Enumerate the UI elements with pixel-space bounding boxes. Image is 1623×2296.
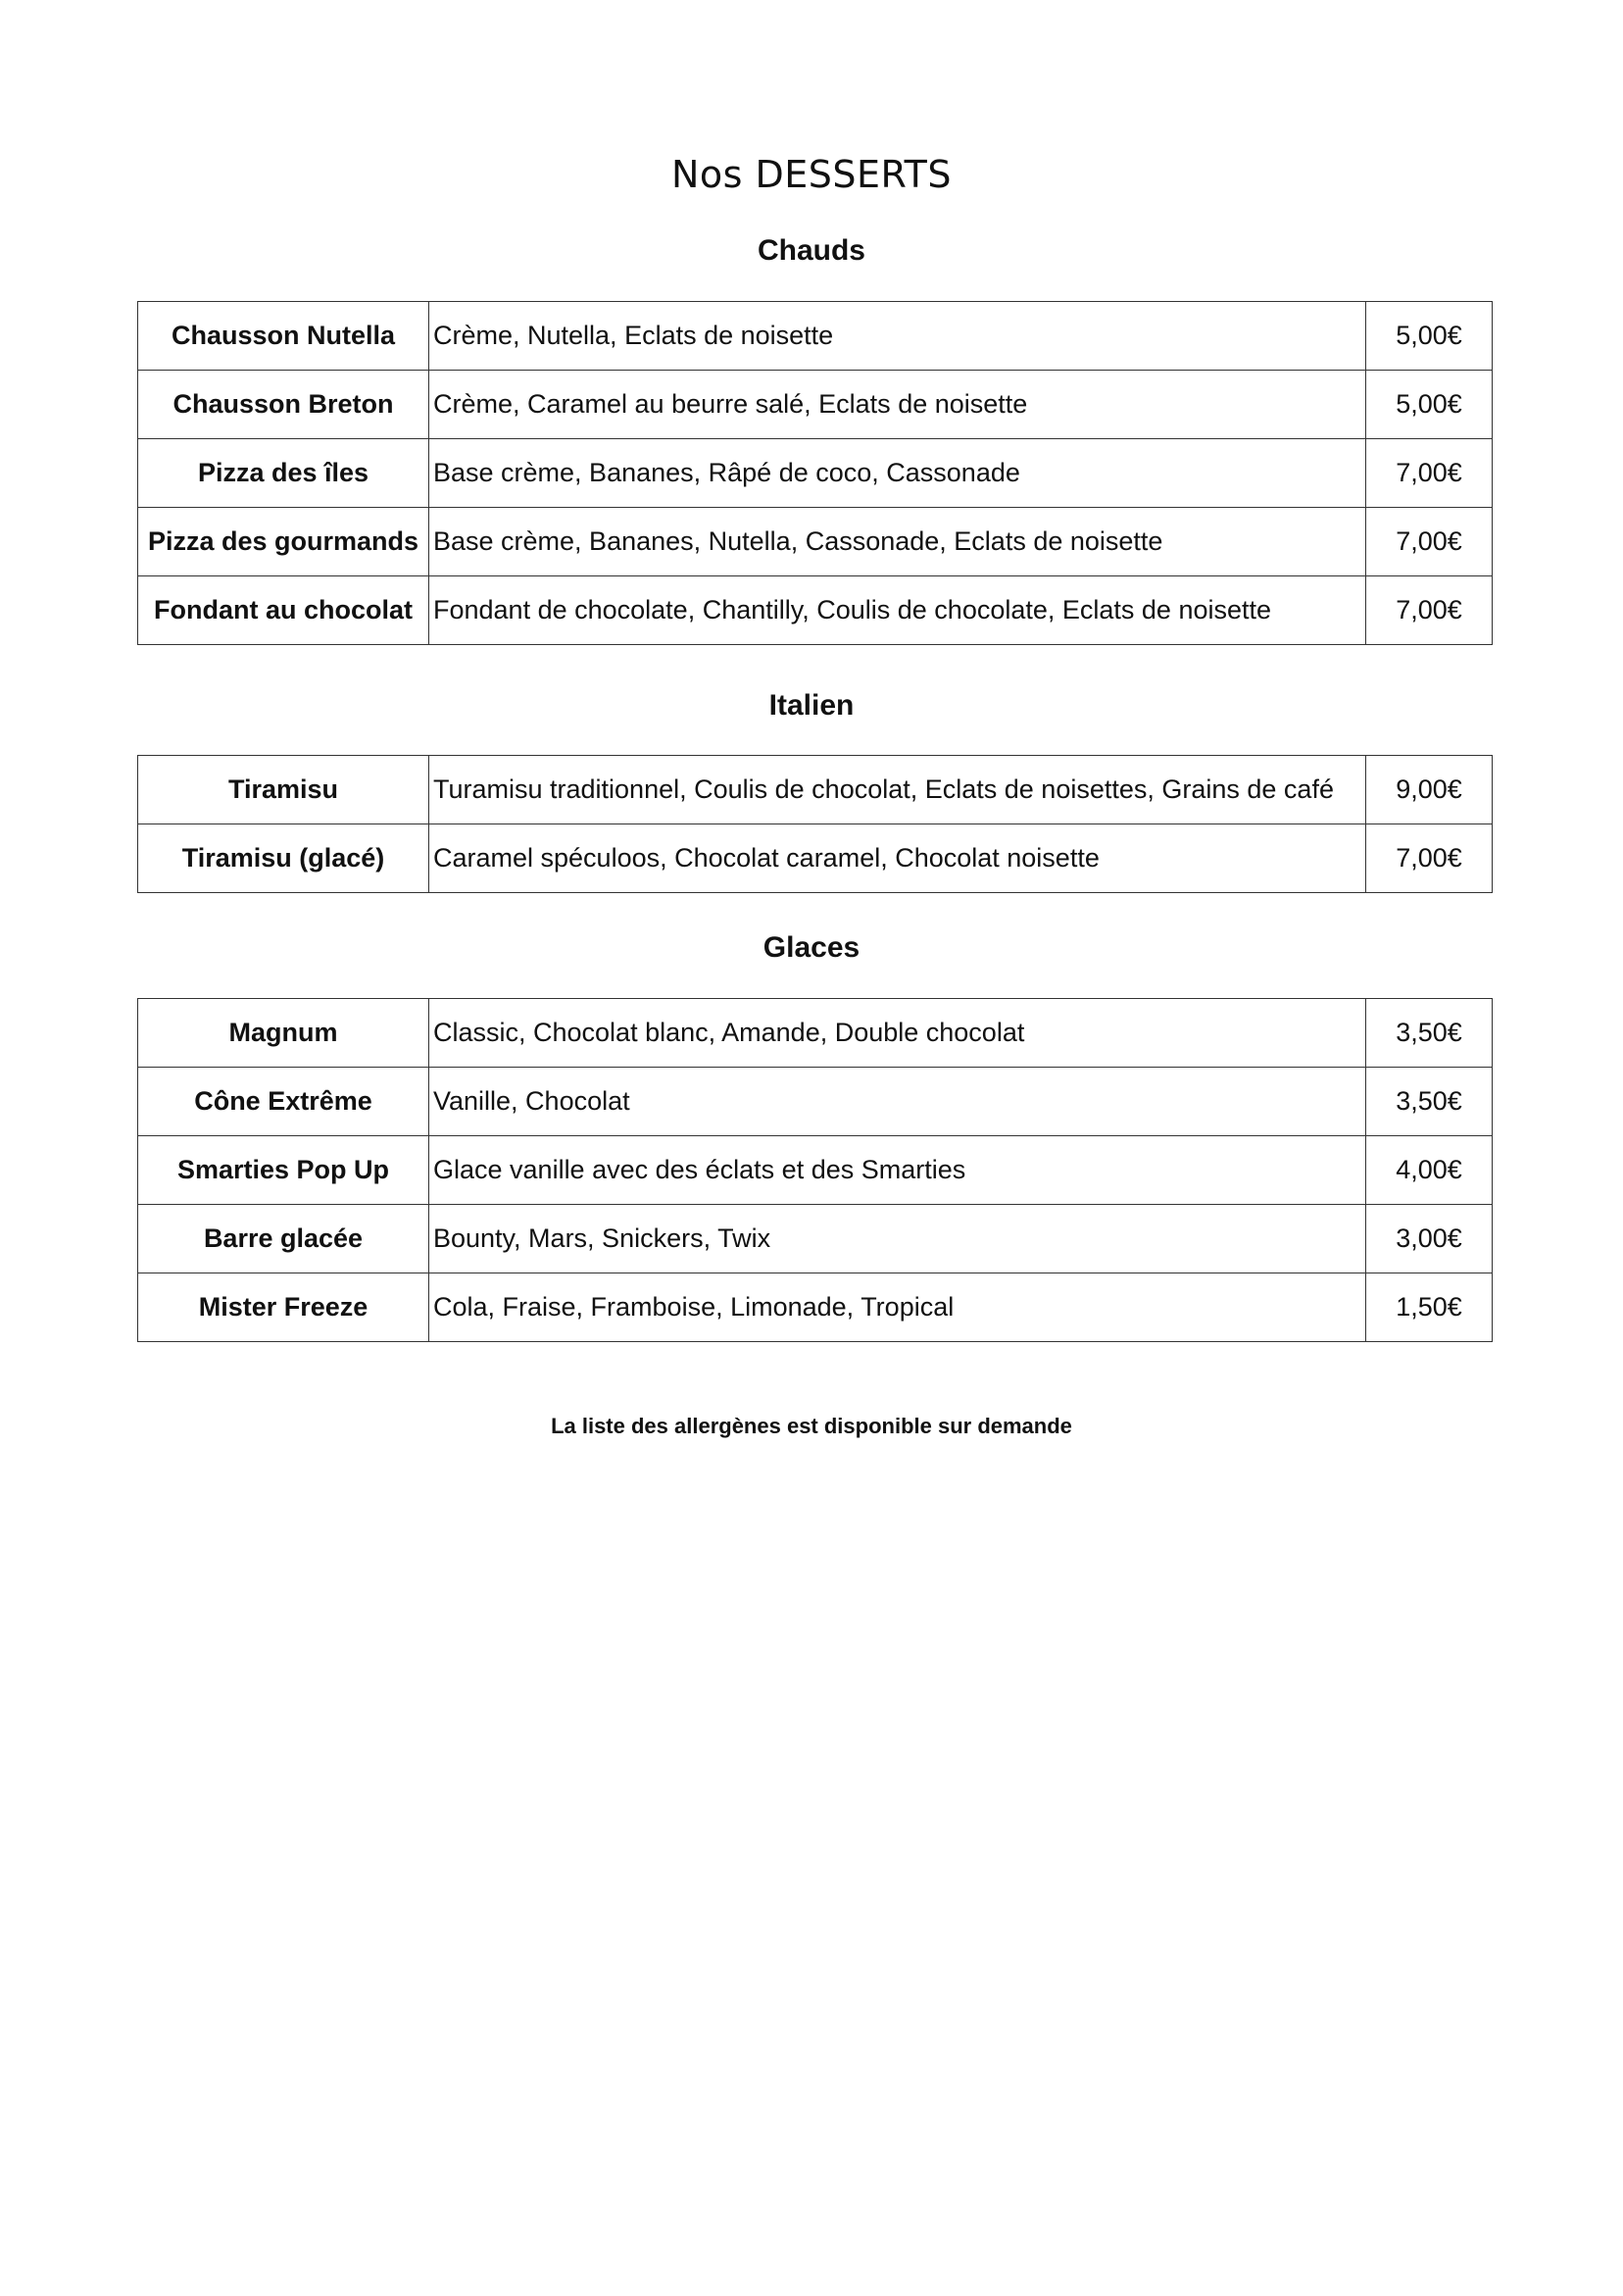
allergen-footnote: La liste des allergènes est disponible sur demande (551, 1414, 1072, 1438)
item-price: 5,00€ (1366, 302, 1493, 371)
table-row (138, 756, 1493, 824)
item-price: 9,00€ (1366, 756, 1493, 824)
item-name: Tiramisu (138, 756, 429, 824)
section-heading-glaces: Glaces (762, 931, 861, 964)
table-row (138, 371, 1493, 439)
item-name: Barre glacée (138, 1205, 429, 1273)
table-row (138, 439, 1493, 508)
table-row (138, 824, 1493, 893)
item-name: Chausson Nutella (138, 302, 429, 371)
item-price: 3,00€ (1366, 1205, 1493, 1273)
item-name: Fondant au chocolat (138, 576, 429, 645)
item-price: 7,00€ (1366, 508, 1493, 576)
item-price: 3,50€ (1366, 1068, 1493, 1136)
item-description: Bounty, Mars, Snickers, Twix (429, 1205, 1366, 1273)
item-name: Mister Freeze (138, 1273, 429, 1342)
menu-table-chauds (137, 301, 1493, 645)
table-row (138, 1273, 1493, 1342)
item-description: Base crème, Bananes, Râpé de coco, Cassonade (429, 439, 1366, 508)
table-row (138, 508, 1493, 576)
item-name: Smarties Pop Up (138, 1136, 429, 1205)
menu-table-glaces (137, 998, 1493, 1342)
item-name: Pizza des îles (138, 439, 429, 508)
item-description: Crème, Nutella, Eclats de noisette (429, 302, 1366, 371)
item-description: Crème, Caramel au beurre salé, Eclats de noisette (429, 371, 1366, 439)
table-row (138, 999, 1493, 1068)
item-name: Tiramisu (glacé) (138, 824, 429, 893)
item-description: Turamisu traditionnel, Coulis de chocolat, Eclats de noisettes, Grains de café (429, 756, 1366, 824)
menu-table-italien (137, 755, 1493, 893)
table-row (138, 1136, 1493, 1205)
item-price: 5,00€ (1366, 371, 1493, 439)
item-description: Glace vanille avec des éclats et des Smarties (429, 1136, 1366, 1205)
item-name: Magnum (138, 999, 429, 1068)
item-description: Base crème, Bananes, Nutella, Cassonade, Eclats de noisette (429, 508, 1366, 576)
page-title: Nos DESSERTS (670, 153, 953, 196)
table-row (138, 302, 1493, 371)
table-row (138, 576, 1493, 645)
section-heading-italien: Italien (768, 689, 855, 722)
item-price: 4,00€ (1366, 1136, 1493, 1205)
item-price: 7,00€ (1366, 824, 1493, 893)
table-row (138, 1205, 1493, 1273)
item-description: Vanille, Chocolat (429, 1068, 1366, 1136)
table-row (138, 1068, 1493, 1136)
item-name: Cône Extrême (138, 1068, 429, 1136)
item-price: 1,50€ (1366, 1273, 1493, 1342)
item-description: Fondant de chocolate, Chantilly, Coulis de chocolate, Eclats de noisette (429, 576, 1366, 645)
item-price: 3,50€ (1366, 999, 1493, 1068)
item-description: Cola, Fraise, Framboise, Limonade, Tropical (429, 1273, 1366, 1342)
item-description: Classic, Chocolat blanc, Amande, Double chocolat (429, 999, 1366, 1068)
item-price: 7,00€ (1366, 576, 1493, 645)
item-name: Pizza des gourmands (138, 508, 429, 576)
item-price: 7,00€ (1366, 439, 1493, 508)
item-description: Caramel spéculoos, Chocolat caramel, Chocolat noisette (429, 824, 1366, 893)
item-name: Chausson Breton (138, 371, 429, 439)
section-heading-chauds: Chauds (757, 234, 865, 267)
